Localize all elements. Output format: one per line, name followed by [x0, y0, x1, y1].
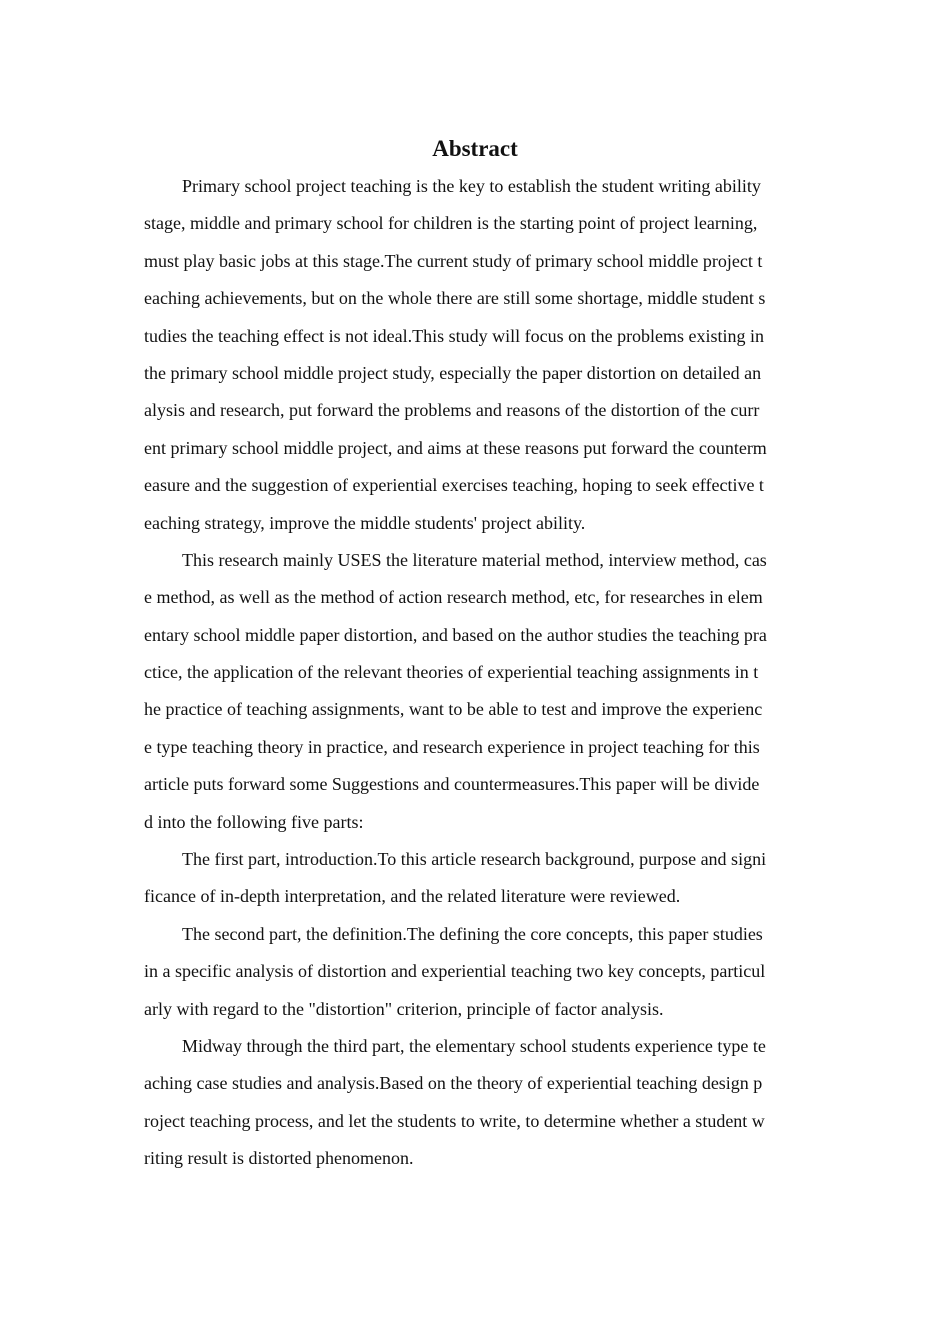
- text-line: the primary school middle project study, especially the paper distortion on detailed an: [144, 362, 762, 383]
- paragraph-2: [144, 542, 810, 841]
- text-line: aching case studies and analysis.Based on the theory of experiential teaching design p: [144, 1073, 763, 1094]
- text-line: arly with regard to the "distortion" criterion, principle of factor analysis.: [144, 998, 664, 1019]
- text-line: The first part, introduction.To this article research background, purpose and signi: [182, 849, 767, 870]
- text-line: The second part, the definition.The defining the core concepts, this paper studies: [182, 923, 763, 944]
- text-line: e type teaching theory in practice, and research experience in project teaching for this: [144, 736, 760, 757]
- text-line: tudies the teaching effect is not ideal.This study will focus on the problems existing in: [144, 325, 765, 346]
- text-line: Primary school project teaching is the key to establish the student writing ability: [182, 176, 761, 196]
- text-line: stage, middle and primary school for children is the starting point of project learning,: [144, 213, 758, 234]
- text-line: in a specific analysis of distortion and experiential teaching two key concepts, particul: [144, 961, 766, 982]
- text-line: he practice of teaching assignments, want to be able to test and improve the experienc: [144, 699, 763, 720]
- page-title: Abstract: [432, 136, 518, 161]
- text-line: eaching achievements, but on the whole there are still some shortage, middle student s: [144, 288, 766, 309]
- text-line: entary school middle paper distortion, and based on the author studies the teaching pra: [144, 624, 767, 645]
- paragraph-1: [144, 168, 810, 542]
- text-line: riting result is distorted phenomenon.: [144, 1148, 414, 1169]
- text-line: must play basic jobs at this stage.The current study of primary school middle project t: [144, 250, 763, 271]
- paragraph-4: [144, 916, 810, 1028]
- text-line: roject teaching process, and let the students to write, to determine whether a student w: [144, 1110, 765, 1131]
- text-line: This research mainly USES the literature material method, interview method, cas: [182, 549, 767, 570]
- text-line: eaching strategy, improve the middle students' project ability.: [144, 512, 586, 533]
- text-line: ctice, the application of the relevant theories of experiential teaching assignments in t: [144, 662, 759, 683]
- text-line: alysis and research, put forward the problems and reasons of the distortion of the curr: [144, 400, 760, 421]
- text-line: article puts forward some Suggestions and countermeasures.This paper will be divide: [144, 774, 760, 795]
- text-line: ent primary school middle project, and aims at these reasons put forward the counterm: [144, 437, 767, 458]
- paragraph-3: [144, 841, 810, 916]
- text-line: e method, as well as the method of action research method, etc, for researches in elem: [144, 587, 763, 608]
- text-line: easure and the suggestion of experiential exercises teaching, hoping to seek effective t: [144, 475, 764, 496]
- text-line: d into the following five parts:: [144, 811, 364, 832]
- text-line: Midway through the third part, the elementary school students experience type te: [182, 1035, 766, 1056]
- abstract-body: [144, 168, 810, 1178]
- paragraph-5: [144, 1028, 810, 1178]
- text-line: ficance of in-depth interpretation, and the related literature were reviewed.: [144, 886, 681, 907]
